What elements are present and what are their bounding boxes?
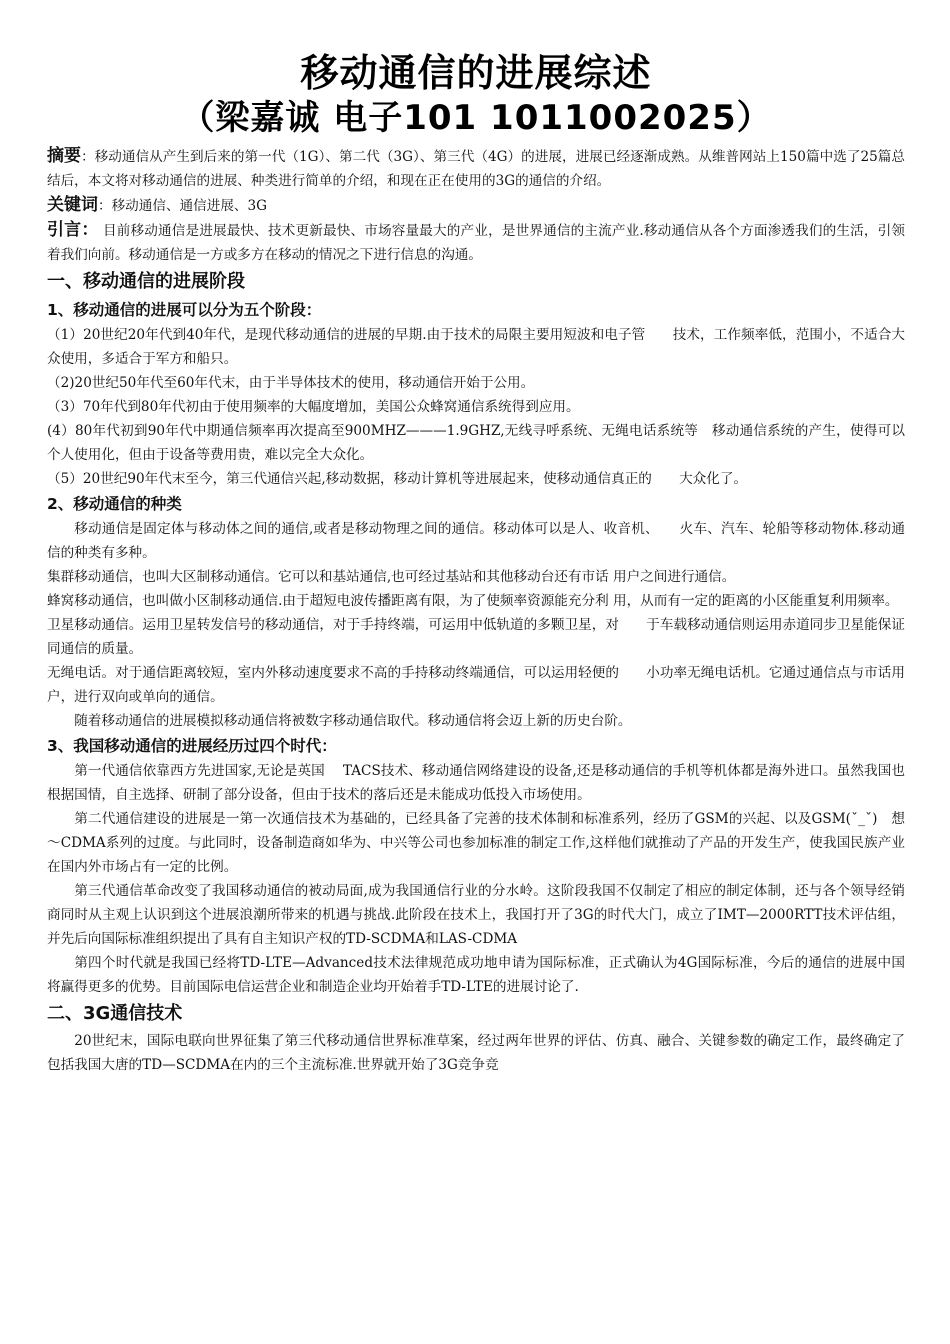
section1-sub3-heading: 3、我国移动通信的进展经历过四个时代： <box>47 737 337 755</box>
section2-heading: 二、3G通信技术 <box>47 1003 183 1024</box>
abstract-text: ：移动通信从产生到后来的第一代（1G）、第二代（3G）、第三代（4G）的进展，进展已经逐渐成熟。从维普网站上150篇中选了25篇总结后，本文将对移动通信的进展、种类进行简单的介绍，和现在正在使用的3G的通信的介绍。 <box>47 149 905 189</box>
intro-text: 目前移动通信是进展最快、技术更新最快、市场容量最大的产业，是世界通信的主流产业.移动通信从各个方面渗透我们的生活，引领着我们向前。移动通信是一方或多方在移动的情况之下进行信息的沟通。 <box>47 223 905 263</box>
paragraph: 卫星移动通信。运用卫星转发信号的移动通信，对于手持终端，可运用中低轨道的多颗卫星，对 于车载移动通信则运用赤道同步卫星能保证同通信的质量。 <box>47 617 905 657</box>
stage-item: （1）20世纪20年代到40年代，是现代移动通信的进展的早期.由于技术的局限主要用短波和电子管 技术，工作频率低，范围小，不适合大众使用，多适合于军方和船只。 <box>47 327 905 367</box>
abstract <box>47 144 905 193</box>
stage-item: (4）80年代初到90年代中期通信频率再次提高至900MHZ———1.9GHZ,无线寻呼系统、无绳电话系统等 移动通信系统的产生，使得可以个人使用化，但由于设备等费用贵，难以完全大众化。 <box>47 423 905 463</box>
section1-sub1-heading: 1、移动通信的进展可以分为五个阶段： <box>47 301 322 319</box>
paragraph: 集群移动通信，也叫大区制移动通信。它可以和基站通信,也可经过基站和其他移动台还有市话 用户之间进行通信。 <box>47 569 736 585</box>
section1-sub2-heading: 2、移动通信的种类 <box>47 495 182 513</box>
intro-label: 引言： <box>47 220 99 240</box>
paragraph: 第三代通信革命改变了我国移动通信的被动局面,成为我国通信行业的分水岭。这阶段我国不仅制定了相应的制定体制，还与各个领导经销商同时从主观上认识到这个进展浪潮所带来的机遇与挑战.此阶段在技术上，我国打开了3G的时代大门，成立了IMT—2000RTT技术评估组，并先后向国际标准组织提出了具有自主知识产权的TD-SCDMA和LAS-CDMA <box>47 883 905 947</box>
keywords-text: ：移动通信、通信进展、3G <box>98 198 268 214</box>
section1-heading: 一、移动通信的进展阶段 <box>47 271 245 292</box>
keywords-label: 关键词 <box>47 195 98 215</box>
paragraph: 第二代通信建设的进展是一第一次通信技术为基础的，已经具备了完善的技术体制和标准系列，经历了GSM的兴起、以及GSM(ˇ_ˇ) 想～CDMA系列的过度。与此同时，设备制造商如华为、中兴等公司也参加标准的制定工作,这样他们就推动了产品的开发生产，使我国民族产业在国内外市场占有一定的比例。 <box>47 811 905 875</box>
abstract-label: 摘要 <box>47 146 82 166</box>
paragraph: 移动通信是固定体与移动体之间的通信,或者是移动物理之间的通信。移动体可以是人、收音机、 火车、汽车、轮船等移动物体.移动通信的种类有多种。 <box>47 521 905 561</box>
document-title: 移动通信的进展综述 <box>300 51 652 95</box>
keywords <box>47 193 905 218</box>
stage-item: （2)20世纪50年代至60年代末，由于半导体技术的使用，移动通信开始于公用。 <box>47 375 535 391</box>
paragraph: 第四个时代就是我国已经将TD-LTE—Advanced技术法律规范成功地申请为国际标准，正式确认为4G国际标准，今后的通信的进展中国将赢得更多的优势。目前国际电信运营企业和制造企业均开始着手TD-LTE的进展讨论了. <box>47 955 905 995</box>
paragraph: 无绳电话。对于通信距离较短，室内外移动速度要求不高的手持移动终端通信，可以运用轻便的 小功率无绳电话机。它通过通信点与市话用户，进行双向或单向的通信。 <box>47 665 905 705</box>
introduction <box>47 218 905 267</box>
author-line: （梁嘉诚 电子101 1011002025） <box>180 98 772 138</box>
stage-item: （5）20世纪90年代末至今，第三代通信兴起,移动数据，移动计算机等进展起来，使移动通信真正的 大众化了。 <box>47 471 748 487</box>
paragraph: 第一代通信依靠西方先进国家,无论是英国 TACS技术、移动通信网络建设的设备,还是移动通信的手机等机体都是海外进口。虽然我国也根据国情，自主选择、研制了部分设备，但由于技术的落后还是未能成功低投入市场使用。 <box>47 763 905 803</box>
paragraph: 蜂窝移动通信，也叫做小区制移动通信.由于超短电波传播距离有限，为了使频率资源能充分利 用，从而有一定的距离的小区能重复利用频率。 <box>47 593 899 609</box>
paragraph: 随着移动通信的进展模拟移动通信将被数字移动通信取代。移动通信将会迈上新的历史台阶。 <box>74 713 632 729</box>
paragraph: 20世纪末，国际电联向世界征集了第三代移动通信世界标准草案，经过两年世界的评估、仿真、融合、关键参数的确定工作，最终确定了包括我国大唐的TD—SCDMA在内的三个主流标准.世界就开始了3G竞争竞 <box>47 1033 905 1073</box>
document-page <box>47 50 905 1077</box>
stage-item: （3）70年代到80年代初由于使用频率的大幅度增加，美国公众蜂窝通信系统得到应用。 <box>47 399 580 415</box>
